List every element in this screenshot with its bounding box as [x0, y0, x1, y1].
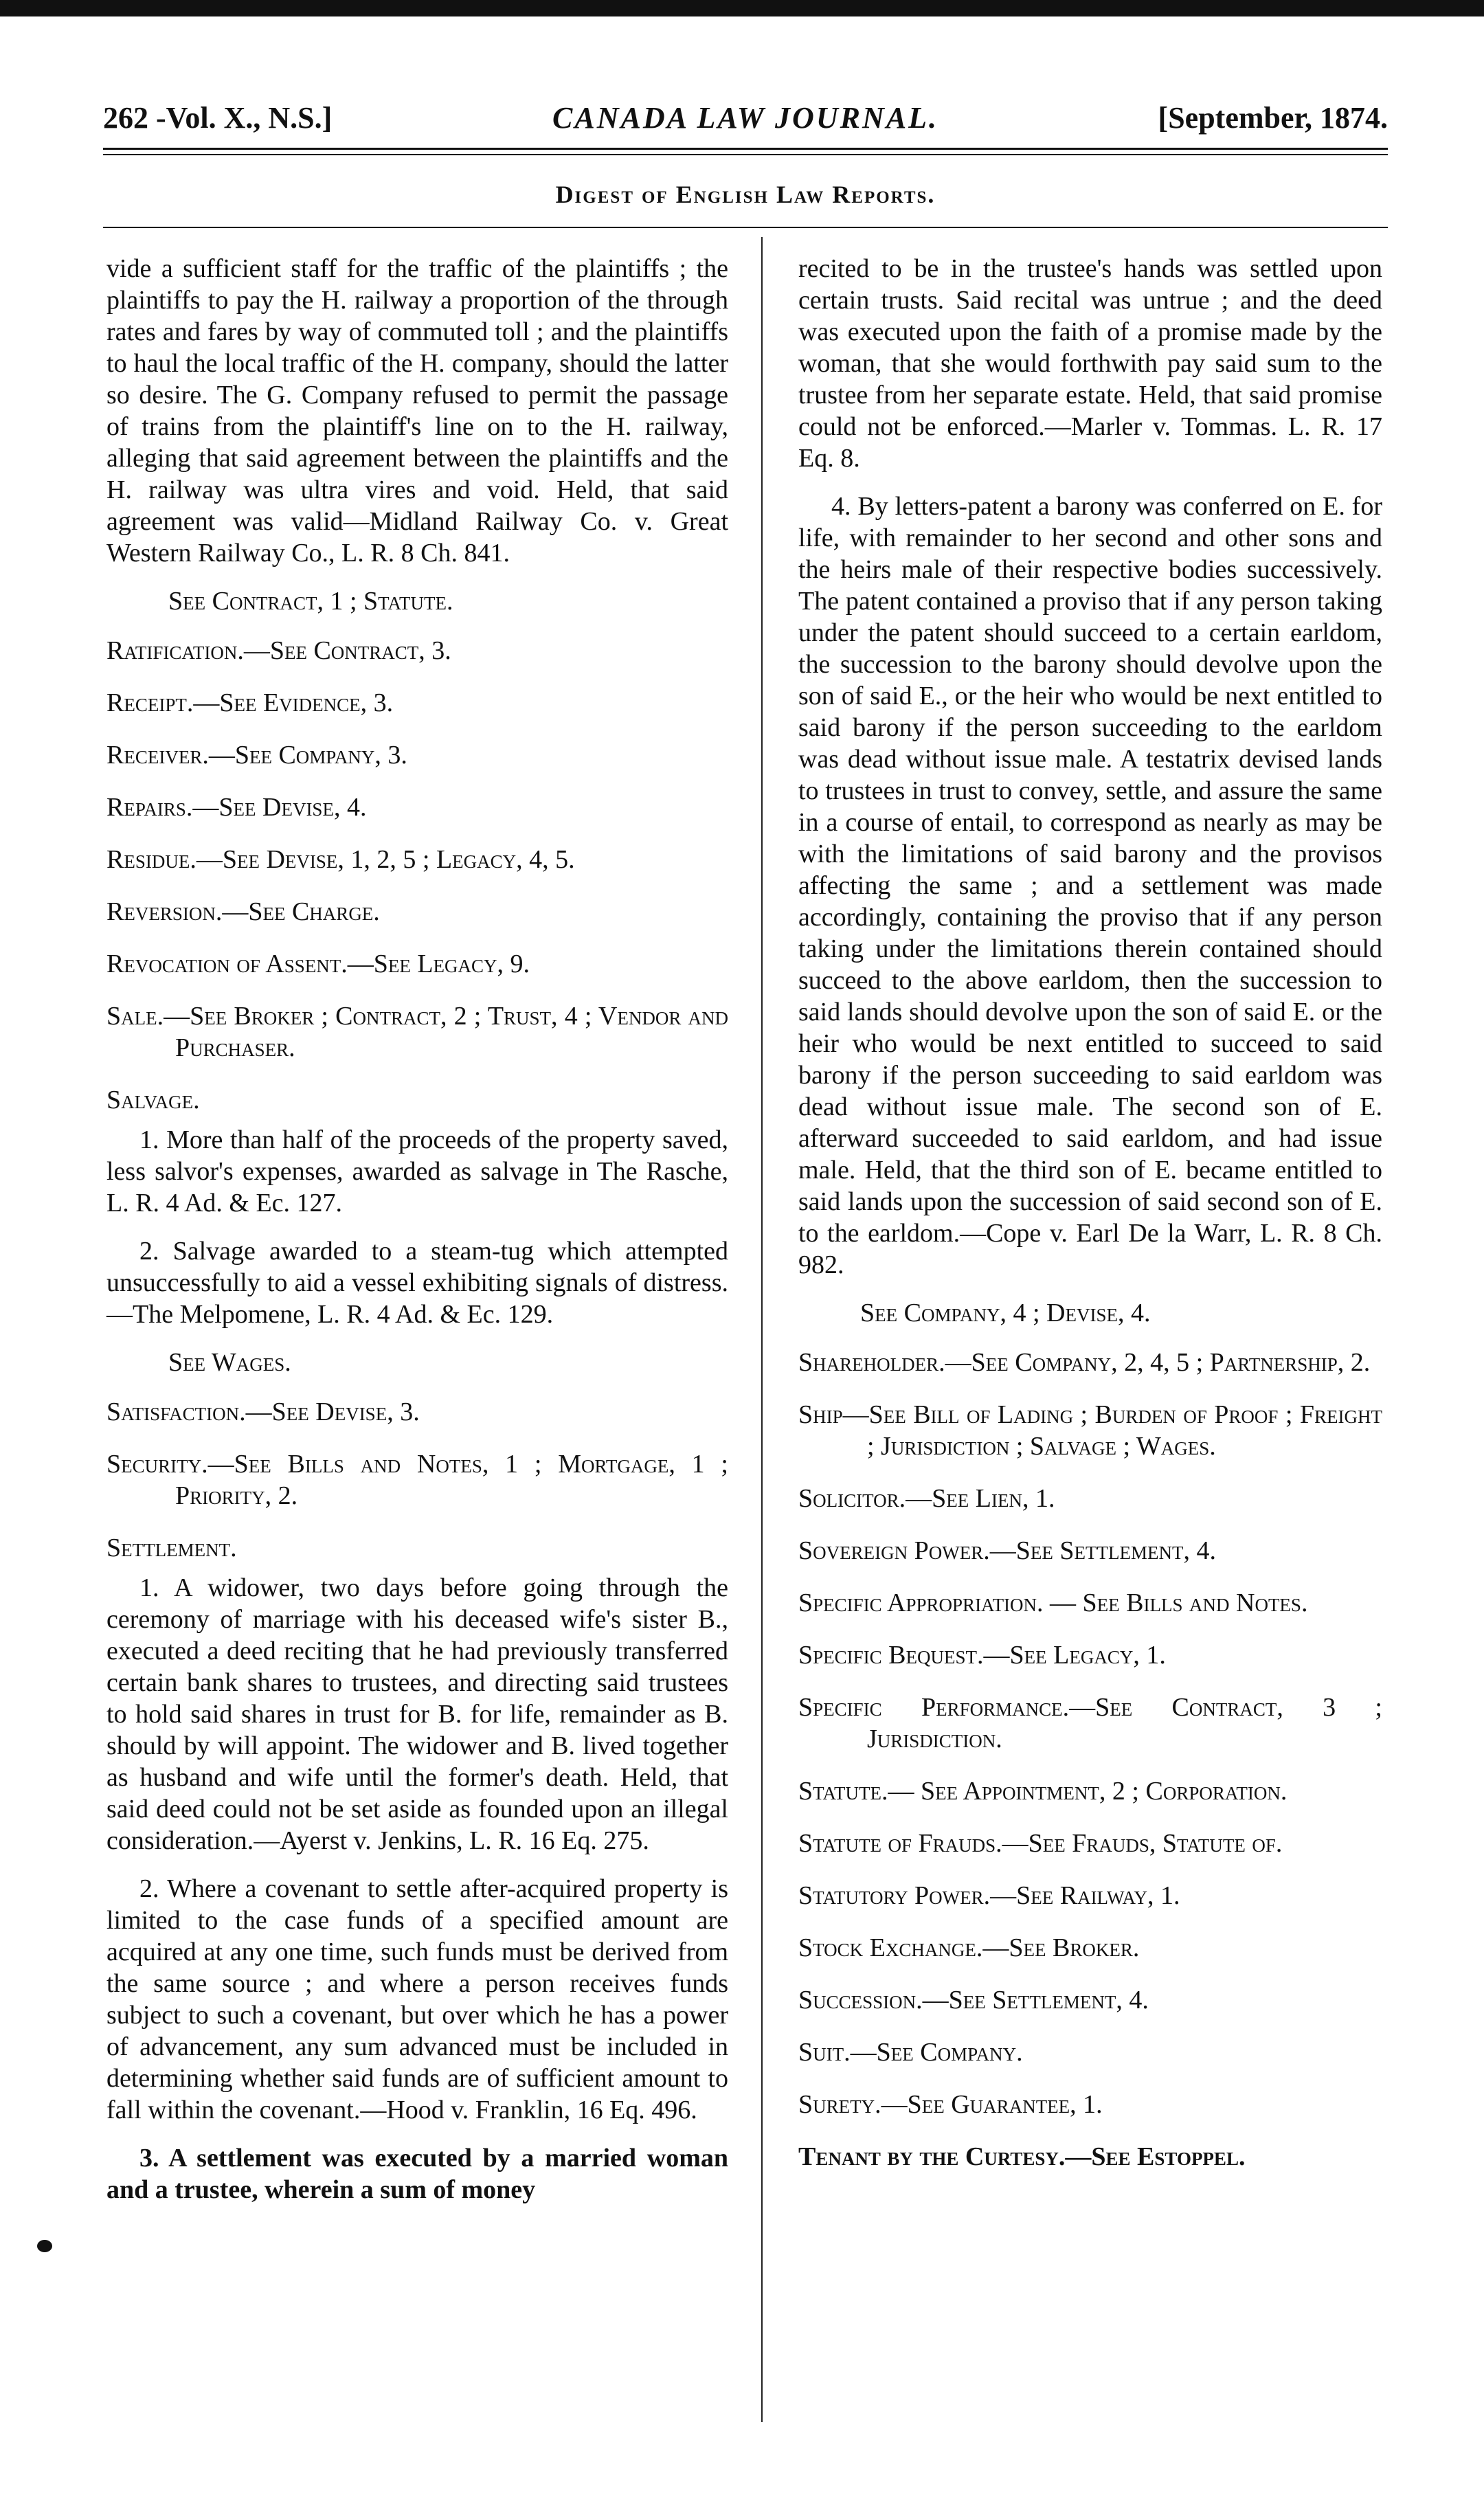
entry-receiver: Receiver.—See Company, 3.	[106, 741, 407, 770]
settlement-case-3: 3. A settlement was executed by a married woman and a trustee, wherein a sum of money	[106, 2144, 728, 2204]
entry-tenant-by-the-curtesy: Tenant by the Curtesy.—See Estoppel.	[798, 2142, 1246, 2171]
entry-revocation-of-assent: Revocation of Assent.—See Legacy, 9.	[106, 950, 530, 978]
continued-paragraph: vide a sufficient staff for the traffic of the plaintiffs ; the plaintiffs to pay the H. railway a proportion of the through rates and fares by way of commuted toll ; and the plaintiffs to haul the local traffic of the H. company, should the latter so desire. The G. Company refused to permit the passage of trains from the plaintiff's line on to the H. railway, alleging that said agreement between the plaintiffs and the H. railway was ultra vires and void. Held, that said agreement was valid—Midland Railway Co. v. Great Western Railway Co., L. R. 8 Ch. 841.	[106, 254, 728, 568]
running-header	[103, 91, 1388, 135]
header-rule	[103, 148, 1388, 150]
heading-salvage: Salvage.	[106, 1086, 200, 1114]
column-divider	[761, 237, 763, 2422]
left-column	[106, 253, 728, 2222]
header-volume: 262 -Vol. X., N.S.]	[103, 101, 333, 135]
header-journal-title: CANADA LAW JOURNAL.	[552, 101, 938, 135]
entry-specific-performance: Specific Performance.—See Contract, 3 ; Jurisdiction.	[798, 1693, 1382, 1753]
entry-stock-exchange: Stock Exchange.—See Broker.	[798, 1933, 1140, 1962]
entry-statute: Statute.— See Appointment, 2 ; Corporation.	[798, 1777, 1288, 1806]
entry-suit: Suit.—See Company.	[798, 2038, 1023, 2067]
header-rule-double	[103, 154, 1388, 155]
entry-ship: Ship—See Bill of Lading ; Burden of Proof ; Freight ; Jurisdiction ; Salvage ; Wages.	[798, 1400, 1382, 1461]
entry-statute-of-frauds: Statute of Frauds.—See Frauds, Statute of.	[798, 1829, 1283, 1858]
right-column	[798, 253, 1382, 2193]
entry-ratification: Ratification.—See Contract, 3.	[106, 636, 451, 665]
entry-solicitor: Solicitor.—See Lien, 1.	[798, 1484, 1055, 1513]
heading-settlement: Settlement.	[106, 1534, 237, 1562]
entry-shareholder: Shareholder.—See Company, 2, 4, 5 ; Partnership, 2.	[798, 1348, 1371, 1377]
see-wages: See Wages.	[168, 1348, 291, 1377]
settlement-case-2: 2. Where a covenant to settle after-acquired property is limited to the case funds of a specified amount are acquired at any one time, such funds must be derived from the same source ; and where a person receives funds subject to such a covenant, but over which he has a power of advancement, any sum advanced must be included in determining whether said funds are of sufficient amount to fall within the covenant.—Hood v. Franklin, 16 Eq. 496.	[106, 1874, 728, 2124]
entry-reversion: Reversion.—See Charge.	[106, 897, 380, 926]
salvage-case-2: 2. Salvage awarded to a steam-tug which attempted unsuccessfully to aid a vessel exhibiting signals of distress.—The Melpomene, L. R. 4 Ad. & Ec. 129.	[106, 1237, 728, 1329]
entry-sovereign-power: Sovereign Power.—See Settlement, 4.	[798, 1536, 1216, 1565]
salvage-case-1: 1. More than half of the proceeds of the property saved, less salvor's expenses, awarded as salvage in The Rasche, L. R. 4 Ad. & Ec. 127.	[106, 1125, 728, 1217]
entry-statutory-power: Statutory Power.—See Railway, 1.	[798, 1881, 1180, 1910]
settlement-case-4: 4. By letters-patent a barony was conferred on E. for life, with remainder to her second and other sons and the heirs male of their respective bodies successively. The patent contained a proviso that if any person taking under the patent should succeed to a certain earldom, the succession to the barony should devolve upon the son of said E., or the heir who would be next entitled to said barony if the person succeeding to the earldom was dead without issue male. A testatrix devised lands to trustees in trust to convey, settle, and assure the same in a course of entail, to correspond as nearly as may be with the limitations of said barony and the provisos affecting the same ; and a settlement was made accordingly, containing the proviso that if any person taking under the limitations therein contained should succeed to the above earldom, then the succession to said lands should devolve upon the son of said E. or the heir who would be next entitled to succeed to said barony if the person succeeding to said earldom was dead without issue male. The second son of E. afterward succeeded to said earldom, and had issue male. Held, that the third son of E. became entitled to said lands upon the succession of said second son of E. to the earldom.—Cope v. Earl De la Warr, L. R. 8 Ch. 982.	[798, 492, 1382, 1279]
entry-repairs: Repairs.—See Devise, 4.	[106, 793, 367, 822]
see-also: See Contract, 1 ; Statute.	[168, 587, 453, 616]
entry-satisfaction: Satisfaction.—See Devise, 3.	[106, 1398, 420, 1426]
entry-sale: Sale.—See Broker ; Contract, 2 ; Trust, 4 ; Vendor and Purchaser.	[106, 1002, 728, 1062]
entry-receipt: Receipt.—See Evidence, 3.	[106, 688, 394, 717]
scan-top-edge	[0, 0, 1484, 16]
see-also: See Company, 4 ; Devise, 4.	[860, 1299, 1151, 1327]
ink-blot	[37, 2240, 52, 2252]
entry-surety: Surety.—See Guarantee, 1.	[798, 2090, 1103, 2119]
entry-specific-appropriation: Specific Appropriation. — See Bills and Notes.	[798, 1589, 1308, 1617]
section-title: Digest of English Law Reports.	[555, 181, 936, 208]
entry-succession: Succession.—See Settlement, 4.	[798, 1986, 1149, 2014]
section-rule	[103, 227, 1388, 228]
settlement-case-3-continued: recited to be in the trustee's hands was settled upon certain trusts. Said recital was untrue ; and the deed was executed upon the faith of a promise made by the woman, that she would forthwith pay said sum to the trustee from her separate estate. Held, that said promise could not be enforced.—Marler v. Tommas. L. R. 17 Eq. 8.	[798, 254, 1382, 473]
entry-security: Security.—See Bills and Notes, 1 ; Mortgage, 1 ; Priority, 2.	[106, 1450, 728, 1510]
entry-specific-bequest: Specific Bequest.—See Legacy, 1.	[798, 1641, 1166, 1670]
entry-residue: Residue.—See Devise, 1, 2, 5 ; Legacy, 4, 5.	[106, 845, 575, 874]
header-date: [September, 1874.	[1158, 101, 1388, 135]
settlement-case-1: 1. A widower, two days before going through the ceremony of marriage with his deceased wife's sister B., executed a deed reciting that he had previously transferred certain bank shares to trustees, and directing said trustees to hold said shares in trust for B. for life, remainder as B. should by will appoint. The widower and B. lived together as husband and wife until the former's death. Held, that said deed could not be set aside as founded upon an illegal consideration.—Ayerst v. Jenkins, L. R. 16 Eq. 275.	[106, 1573, 728, 1855]
